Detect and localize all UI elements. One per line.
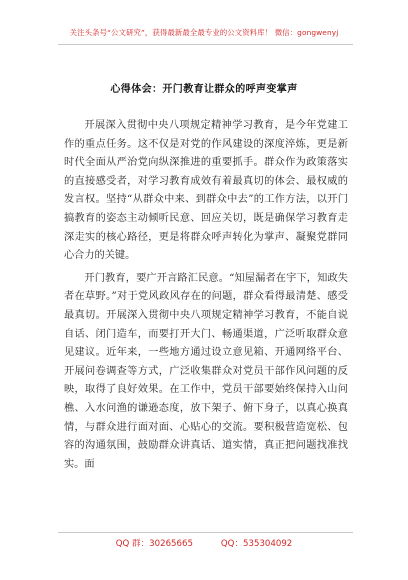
header-banner: 关注头条号“公文研究”，获得最新最全最专业的公文资料库！ 微信：gongwenyj — [69, 28, 339, 37]
document-body — [64, 117, 348, 478]
qq-label: QQ： — [220, 539, 244, 549]
qq-number: 535304092 — [243, 539, 293, 549]
body-paragraph-1: 开展深入贯彻中央八项规定精神学习教育，是今年党建工作的重点任务。这不仅是对党的作风建设的深度淬炼，更是新时代全面从严治党向纵深推进的重要抓手。群众作为政策落实的直接感受者，对学习教育成效有着最真切的体会、最权威的发言权。坚持“从群众中来、到群众中去”的工作方法，以开门搞教育的姿态主动倾听民意、回应关切，既是确保学习教育走深走实的核心路径，更是将群众呼声转化为掌声、凝聚党群同心合力的关键。 — [64, 120, 348, 262]
header-divider — [58, 44, 353, 45]
body-paragraph-2: 开门教育，要广开言路汇民意。“知屋漏者在宇下，知政失者在草野。”对于党风政风存在的问题，群众看得最清楚、感受最真切。开展深入贯彻中央八项规定精神学习教育，不能自说自话、闭门造车，而要打开大门、畅通渠道，广泛听取群众意见建议。近年来，一些地方通过设立意见箱、开通网络平台、开展问卷调查等方式，广泛收集群众对党员干部作风问题的反映，取得了良好效果。在工作中，党员干部要始终保持入山问樵、入水问渔的谦逊态度，放下架子、俯下身子，以真心换真情，与群众进行面对面、心贴心的交流。要积极营造宽松、包容的沟通氛围，鼓励群众讲真话、道实情，真正把问题找准找实。面 — [64, 272, 348, 470]
footer-contact — [0, 537, 408, 549]
qq-group-label: QQ 群： — [115, 539, 150, 549]
footer-divider — [58, 532, 353, 533]
document-title: 心得体会：开门教育让群众的呼声变掌声 — [110, 84, 298, 95]
qq-group-number: 30265665 — [149, 539, 193, 549]
